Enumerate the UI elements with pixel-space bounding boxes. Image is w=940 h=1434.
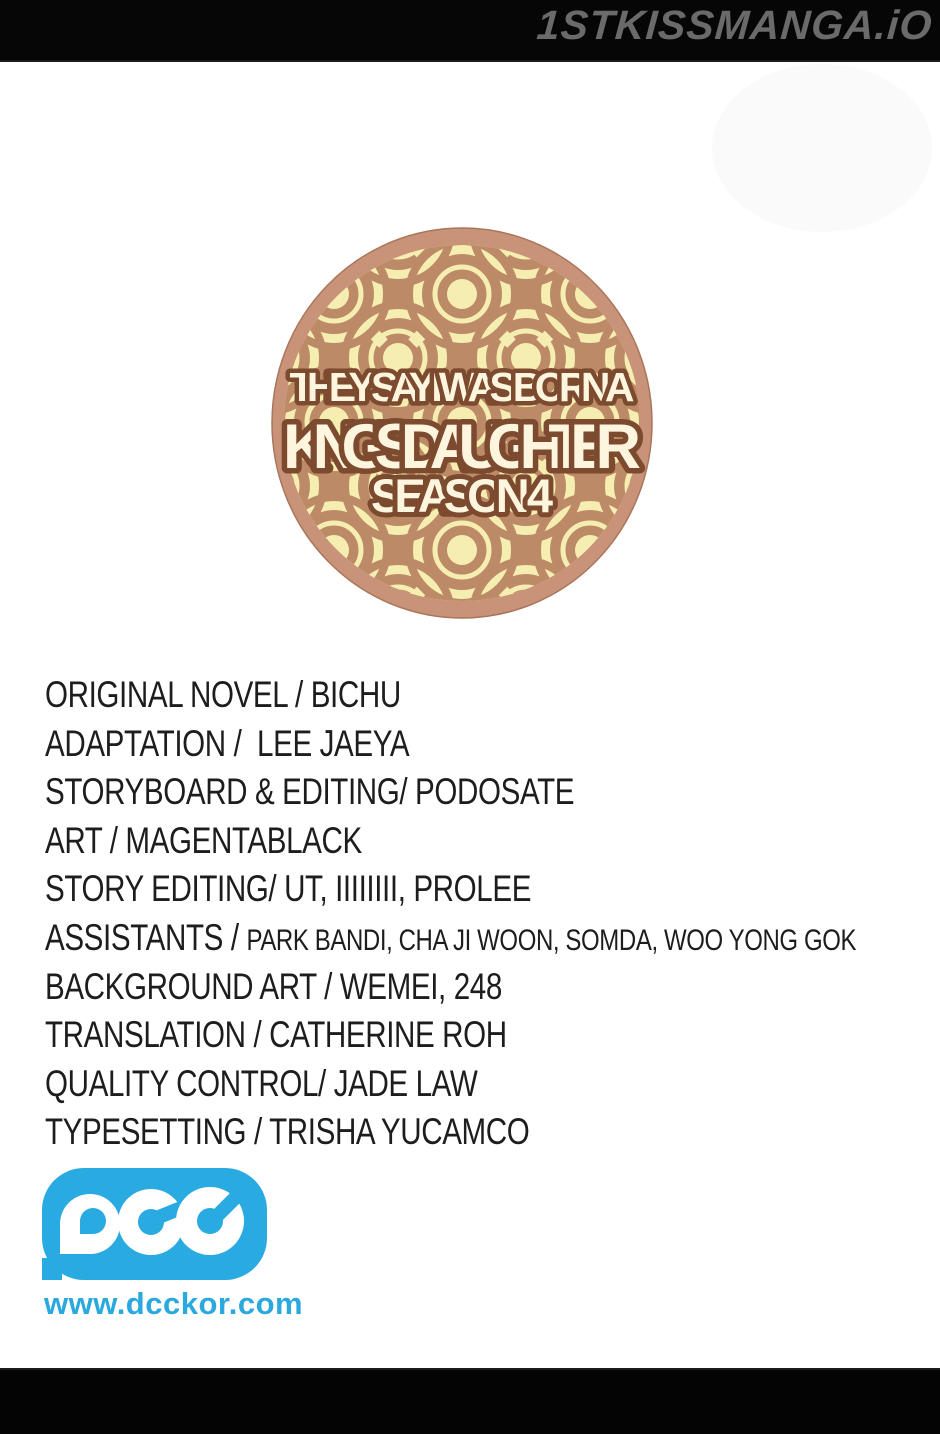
dcc-logo [42,1168,267,1280]
credit-line-art: ART / MAGENTABLACK [45,819,362,861]
credit-line-typesetting: TYPESETTING / TRISHA YUCAMCO [45,1111,530,1153]
medallion-title-line1: THEY SAY I WAS BORN A [289,364,635,410]
credit-line-original-novel: ORIGINAL NOVEL / BICHU [45,674,401,715]
top-black-bar [0,0,940,62]
credit-line-translation: TRANSLATION / CATHERINE ROH [45,1014,507,1056]
credits-list [45,672,925,1158]
medallion-title-line2: KING’S DAUGHTER [283,412,641,482]
bottom-black-bar [0,1368,940,1434]
site-watermark: 1STKISSMANGA.iO [534,2,934,48]
credit-line-background-art: BACKGROUND ART / WEMEI, 248 [45,965,502,1007]
credit-line-assistants: ASSISTANTS / PARK BANDI, CHA JI WOON, SOMDA, WOO YONG GOK [45,916,857,958]
faint-background-circle [712,64,932,232]
dcc-letter-d [60,1194,120,1254]
credit-line-storyboard-editing: STORYBOARD & EDITING/ PODOSATE [45,771,575,813]
credit-line-quality-control: QUALITY CONTROL/ JADE LAW [45,1062,478,1104]
publisher-url: www.dcckor.com [44,1286,304,1321]
series-title-medallion [270,226,654,620]
credit-line-adaptation: ADAPTATION / LEE JAEYA [45,722,410,764]
medallion-title-line3: SEASON 4 [371,469,553,522]
credit-line-story-editing: STORY EDITING/ UT, IIIIIIII, PROLEE [45,868,532,910]
